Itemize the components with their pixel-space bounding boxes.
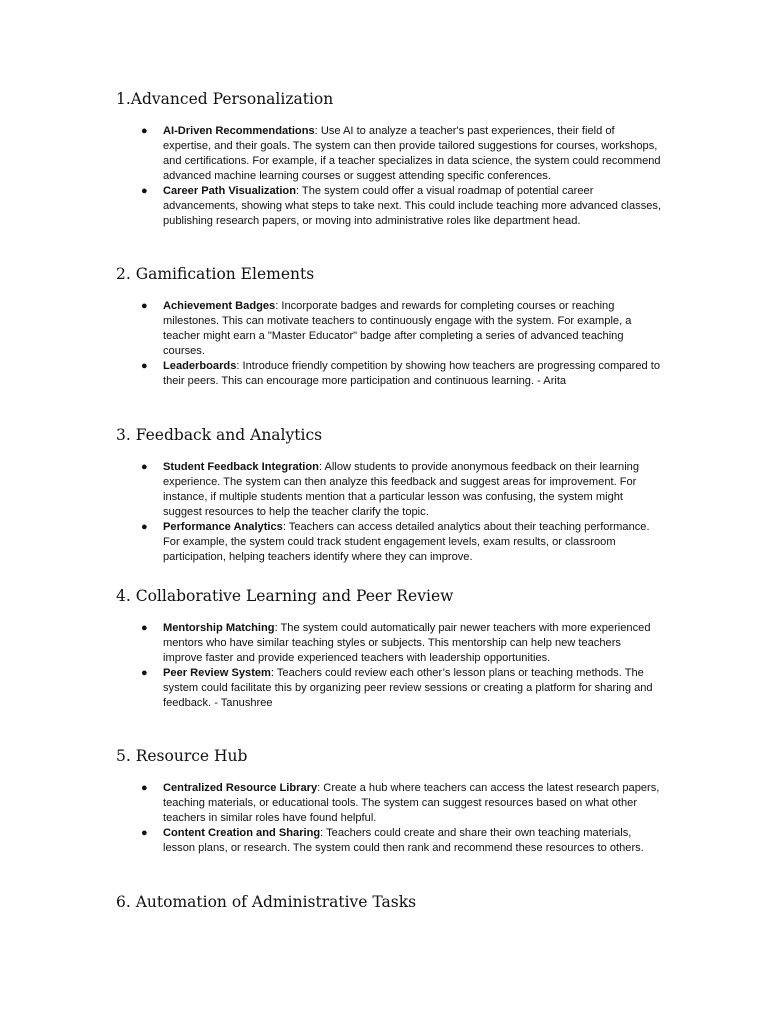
list-item — [0, 826, 663, 856]
bullet-icon: ● — [141, 622, 148, 634]
item-text: : Introduce friendly competition by showing how teachers are progressing compared to their peers. This can encourage more participation and continuous learning. - Arita — [163, 360, 661, 387]
item-term: Peer Review System — [163, 667, 271, 679]
list-item — [0, 460, 663, 520]
item-term: Performance Analytics — [163, 521, 283, 533]
item-text: : Teachers could review each other’s lesson plans or teaching methods. The system could facilitate this by organizing peer review sessions or creating a platform for sharing and feedback. - Tanushree — [163, 667, 653, 709]
bullet-icon: ● — [141, 782, 148, 794]
item-term: Achievement Badges — [163, 300, 276, 312]
item-text: : Teachers can access detailed analytics about their teaching performance. For example, the system could track student engagement levels, exam results, or classroom participation, helping teachers identify where they can improve. — [163, 521, 650, 563]
item-text: : Incorporate badges and rewards for completing courses or reaching milestones. This can motivate teachers to continuously engage with the system. For example, a teacher might earn a "Master Educator" badge after completing a series of advanced teaching courses. — [163, 300, 632, 357]
bullet-icon: ● — [141, 827, 148, 839]
item-text: : Use AI to analyze a teacher's past experiences, their field of expertise, and their goals. The system can then provide tailored suggestions for courses, workshops, and certifications. For example, if a teacher specializes in data science, the system could recommend advanced machine learning courses or suggest attending specific conferences. — [163, 125, 661, 182]
section-heading: 6. Automation of Administrative Tasks — [116, 893, 417, 911]
list-item — [0, 621, 663, 666]
item-term: Content Creation and Sharing — [163, 827, 321, 839]
list-item — [0, 781, 663, 826]
list-item — [0, 520, 663, 565]
list-item — [0, 359, 663, 389]
item-text: : Create a hub where teachers can access the latest research papers, teaching materials, or educational tools. The system can suggest resources based on what other teachers in similar roles have found helpful. — [163, 782, 660, 824]
section-heading: 3. Feedback and Analytics — [116, 426, 323, 444]
list-item — [0, 184, 663, 229]
item-term: Leaderboards — [163, 360, 237, 372]
bullet-list — [0, 124, 768, 229]
bullet-list — [0, 299, 768, 389]
bullet-icon: ● — [141, 461, 148, 473]
section-heading: 4. Collaborative Learning and Peer Review — [116, 587, 454, 605]
item-text: : Allow students to provide anonymous feedback on their learning experience. The system can then analyze this feedback and suggest areas for improvement. For instance, if multiple students mention that a particular lesson was confusing, the system might suggest resources to help the teacher clarify the topic. — [163, 461, 640, 518]
section-heading: 1.Advanced Personalization — [116, 90, 334, 108]
bullet-list — [0, 621, 768, 711]
item-term: AI-Driven Recommendations — [163, 125, 315, 137]
section-heading: 5. Resource Hub — [116, 747, 248, 765]
item-text: : Teachers could create and share their own teaching materials, lesson plans, or research. The system could then rank and recommend these resources to others. — [163, 827, 644, 854]
list-item — [0, 666, 663, 711]
bullet-icon: ● — [141, 300, 148, 312]
section-heading: 2. Gamification Elements — [116, 265, 315, 283]
bullet-icon: ● — [141, 521, 148, 533]
item-term: Student Feedback Integration — [163, 461, 319, 473]
item-text: : The system could automatically pair newer teachers with more experienced mentors who have similar teaching styles or subjects. This mentorship can help new teachers improve faster and provide experienced teachers with leadership opportunities. — [163, 622, 651, 664]
list-item — [0, 124, 663, 184]
bullet-icon: ● — [141, 667, 148, 679]
bullet-list — [0, 460, 768, 565]
item-term: Centralized Resource Library — [163, 782, 318, 794]
bullet-icon: ● — [141, 125, 148, 137]
bullet-icon: ● — [141, 360, 148, 372]
list-item — [0, 299, 663, 359]
bullet-list — [0, 781, 768, 856]
item-text: : The system could offer a visual roadmap of potential career advancements, showing what steps to take next. This could include teaching more advanced classes, publishing research papers, or moving into administrative roles like department head. — [163, 185, 662, 227]
bullet-icon: ● — [141, 185, 148, 197]
item-term: Mentorship Matching — [163, 622, 275, 634]
item-term: Career Path Visualization — [163, 185, 296, 197]
